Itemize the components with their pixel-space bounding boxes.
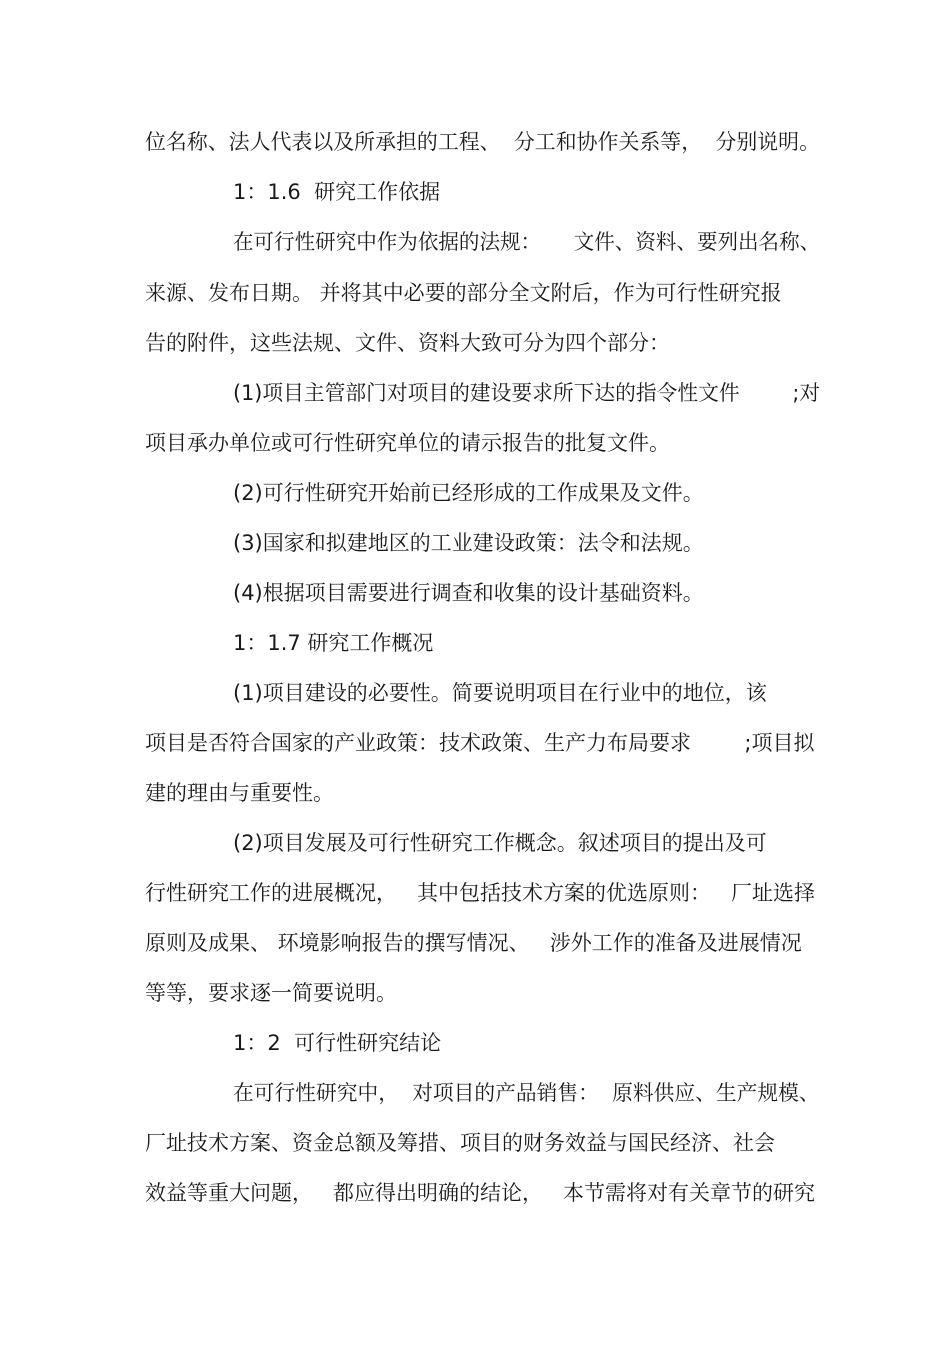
text-line: 告的附件，这些法规、文件、资料大致可分为四个部分： [145,331,670,355]
text-line: 位名称、法人代表以及所承担的工程、 分工和协作关系等， 分别说明。 [145,130,820,154]
section-heading-1-2: 1：2 可行性研究结论 [233,1031,442,1055]
text-line: 在可行性研究中， 对项目的产品销售： 原料供应、生产规模、 [233,1081,820,1105]
list-item-2: (2)可行性研究开始前已经形成的工作成果及文件。 [233,481,704,505]
list-item-1: (1)项目主管部门对项目的建设要求所下达的指令性文件 ;对 [233,381,821,405]
text-line: 项目承办单位或可行性研究单位的请示报告的批复文件。 [145,431,670,455]
list-item-1: (1)项目建设的必要性。简要说明项目在行业中的地位，该 [233,681,767,705]
text-line: 建的理由与重要性。 [145,781,334,805]
section-heading-1-1-7: 1：1.7 研究工作概况 [233,631,434,655]
text-line: 效益等重大问题， 都应得出明确的结论， 本节需将对有关章节的研究 [145,1181,816,1205]
text-line: 项目是否符合国家的产业政策：技术政策、生产力布局要求 ;项目拟 [145,731,815,755]
text-line: 厂址技术方案、资金总额及筹措、项目的财务效益与国民经济、社会 [145,1131,775,1155]
text-line: 等等，要求逐一简要说明。 [145,981,397,1005]
text-line: 行性研究工作的进展概况， 其中包括技术方案的优选原则： 厂址选择 [145,881,816,905]
text-line: 来源、发布日期。 并将其中必要的部分全文附后，作为可行性研究报 [145,281,782,305]
text-line: 在可行性研究中作为依据的法规： 文件、资料、要列出名称、 [233,230,821,254]
list-item-4: (4)根据项目需要进行调查和收集的设计基础资料。 [233,581,704,605]
section-heading-1-1-6: 1：1.6 研究工作依据 [233,180,441,204]
list-item-2: (2)项目发展及可行性研究工作概念。叙述项目的提出及可 [233,831,767,855]
list-item-3: (3)国家和拟建地区的工业建设政策：法令和法规。 [233,531,704,555]
text-line: 原则及成果、 环境影响报告的撰写情况、 涉外工作的准备及进展情况 [145,931,802,955]
